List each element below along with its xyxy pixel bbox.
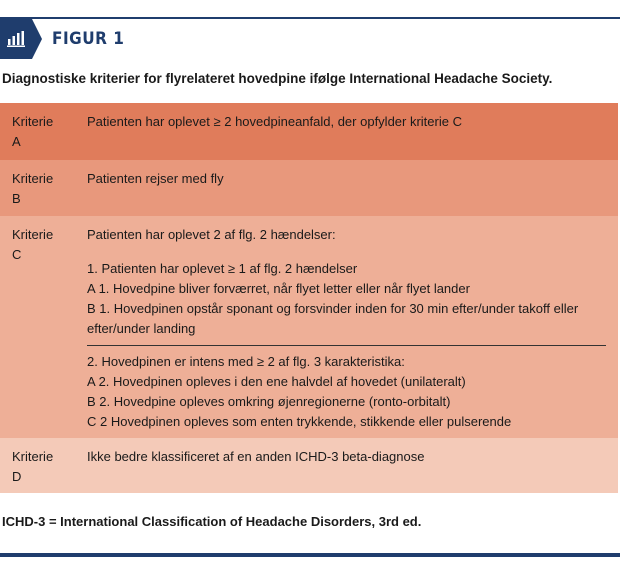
subcriteria-item: A 1. Hovedpine bliver forværret, når flyet letter eller når flyet lander — [87, 281, 470, 296]
criteria-text: Patienten rejser med fly — [87, 171, 224, 186]
subcriteria-item: 2. Hovedpinen er intens med ≥ 2 af flg. 3 karakteristika: — [87, 354, 405, 369]
subcriteria-item: B 1. Hovedpinen opstår sponant og forsvinder inden for 30 min efter/under takoff eller efter/under landing — [87, 301, 579, 336]
criteria-label-cell — [0, 160, 75, 216]
kriterie-letter: B — [12, 191, 21, 206]
criteria-text-cell — [75, 216, 618, 438]
criteria-row-a — [0, 103, 618, 160]
criteria-text-cell — [75, 103, 618, 160]
figure-caption: Diagnostiske kriterier for flyrelateret hovedpine ifølge International Headache Society. — [2, 71, 553, 86]
criteria-label-cell — [0, 103, 75, 160]
criteria-text: Ikke bedre klassificeret af en anden ICHD-3 beta-diagnose — [87, 449, 425, 464]
criteria-row-c — [0, 216, 618, 438]
subcriteria-item: C 2 Hovedpinen opleves som enten trykkende, stikkende eller pulserende — [87, 414, 512, 429]
subcriteria-group-1 — [87, 259, 606, 339]
criteria-label-cell — [0, 216, 75, 438]
kriterie-letter: D — [12, 469, 22, 484]
criteria-text: Patienten har oplevet 2 af flg. 2 hændelser: — [87, 227, 336, 242]
kriterie-letter: A — [12, 134, 21, 149]
kriterie-word: Kriterie — [12, 114, 54, 129]
subcriteria-item: B 2. Hovedpine opleves omkring øjenregionerne (ronto-orbitalt) — [87, 394, 451, 409]
figure-label: FIGUR 1 — [52, 29, 125, 49]
criteria-label-cell — [0, 438, 75, 493]
kriterie-letter: C — [12, 247, 22, 262]
criteria-text-cell — [75, 438, 618, 493]
figure-header — [0, 19, 620, 59]
criteria-table — [0, 103, 618, 493]
subcriteria-item: A 2. Hovedpinen opleves i den ene halvdel af hovedet (unilateralt) — [87, 374, 466, 389]
kriterie-word: Kriterie — [12, 449, 54, 464]
subcriteria-item: 1. Patienten har oplevet ≥ 1 af flg. 2 hændelser — [87, 261, 358, 276]
kriterie-word: Kriterie — [12, 171, 54, 186]
kriterie-word: Kriterie — [12, 227, 54, 242]
criteria-row-d — [0, 438, 618, 493]
criteria-row-b — [0, 160, 618, 216]
subcriteria-group-2 — [87, 345, 606, 432]
criteria-text-cell — [75, 160, 618, 216]
bar-chart-icon — [0, 19, 32, 59]
bottom-rule — [0, 553, 620, 557]
criteria-text: Patienten har oplevet ≥ 2 hovedpineanfald, der opfylder kriterie C — [87, 114, 462, 129]
footnote: ICHD-3 = International Classification of Headache Disorders, 3rd ed. — [2, 514, 422, 529]
